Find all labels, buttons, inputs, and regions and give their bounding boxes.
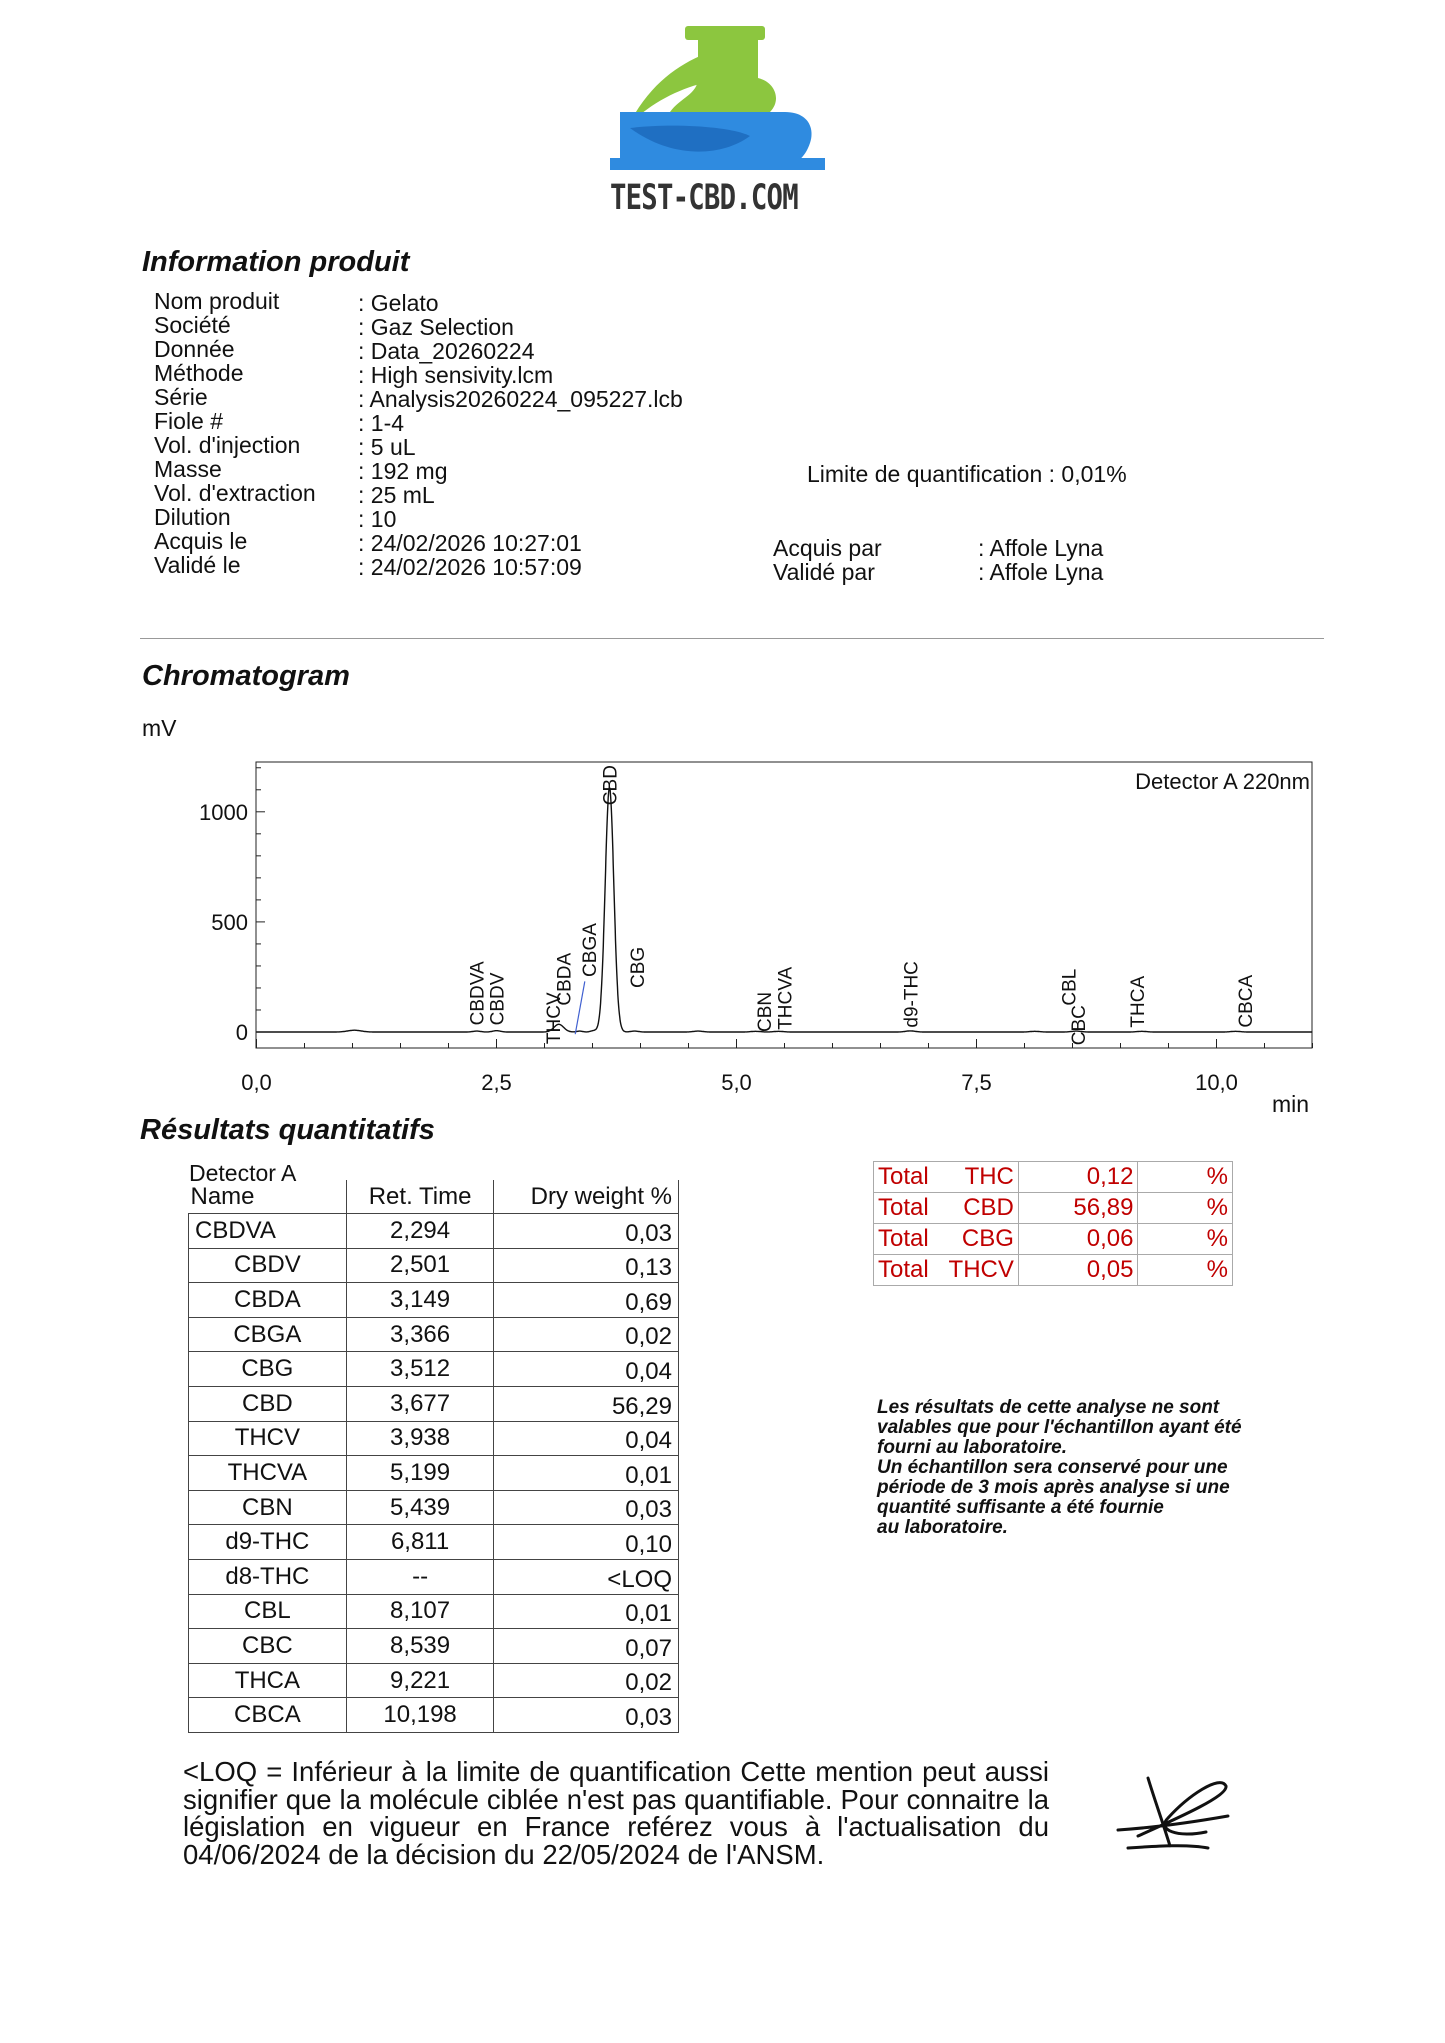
compound-name: CBL	[189, 1594, 347, 1629]
total-row	[874, 1255, 1233, 1286]
lab-boot-logo-icon	[610, 8, 825, 178]
y-unit-label: mV	[142, 715, 177, 741]
signature	[1108, 1768, 1258, 1863]
compound-name: d8-THC	[189, 1559, 347, 1594]
peak-label: CBDVA	[467, 961, 489, 1026]
table-row	[189, 1352, 679, 1387]
info-value: : High sensivity.lcm	[358, 362, 554, 388]
total-compound: THC	[938, 1162, 1018, 1193]
compound-name: THCVA	[189, 1456, 347, 1491]
info-value: : Analysis20260224_095227.lcb	[358, 386, 683, 412]
peak-label: CBG	[627, 946, 649, 988]
peak-label: CBN	[755, 991, 777, 1032]
total-label: Total	[874, 1224, 939, 1255]
info-label: Méthode	[154, 360, 244, 386]
dry-weight: 0,07	[494, 1629, 679, 1664]
validated-by-label: Validé par	[773, 559, 875, 585]
info-value: : 25 mL	[358, 482, 435, 508]
retention-time: 3,366	[346, 1317, 494, 1352]
total-label: Total	[874, 1255, 939, 1286]
retention-time: 5,439	[346, 1490, 494, 1525]
disclaimer-line: Un échantillon sera conservé pour une	[877, 1457, 1228, 1478]
compound-name: THCA	[189, 1663, 347, 1698]
table-row	[189, 1317, 679, 1352]
compound-name: d9-THC	[189, 1525, 347, 1560]
dry-weight: 56,29	[494, 1386, 679, 1421]
total-value: 0,12	[1018, 1162, 1138, 1193]
info-value: : 10	[358, 506, 397, 532]
compound-name: CBDVA	[189, 1214, 347, 1249]
results-column-header: Ret. Time	[346, 1180, 494, 1214]
total-label: Total	[874, 1193, 939, 1224]
table-row	[189, 1283, 679, 1318]
brand-name: TEST-CBD.COM	[610, 178, 798, 218]
loq-limit: Limite de quantification : 0,01%	[807, 461, 1127, 487]
integration-marker	[575, 981, 585, 1034]
info-value: : 192 mg	[358, 458, 448, 484]
x-tick-label: 7,5	[961, 1070, 992, 1095]
compound-name: CBGA	[189, 1317, 347, 1352]
dry-weight: 0,69	[494, 1283, 679, 1318]
info-label: Acquis le	[154, 528, 248, 554]
x-unit-label: min	[1272, 1091, 1310, 1117]
info-labels	[154, 289, 316, 577]
info-value: : 1-4	[358, 410, 405, 436]
total-compound: CBD	[938, 1193, 1018, 1224]
info-label: Validé le	[154, 552, 241, 578]
info-label: Société	[154, 312, 231, 338]
results-title: Résultats quantitatifs	[140, 1114, 435, 1146]
info-label: Fiole #	[154, 408, 224, 434]
table-row	[189, 1629, 679, 1664]
dry-weight: 0,13	[494, 1248, 679, 1283]
info-label: Nom produit	[154, 288, 280, 314]
dry-weight: 0,02	[494, 1663, 679, 1698]
total-unit: %	[1138, 1255, 1233, 1286]
peak-label: CBDA	[554, 952, 576, 1006]
total-compound: CBG	[938, 1224, 1018, 1255]
info-value: : 5 uL	[358, 434, 416, 460]
disclaimer-line: valables que pour l'échantillon ayant été	[877, 1417, 1242, 1438]
dry-weight: 0,04	[494, 1352, 679, 1387]
table-row	[189, 1456, 679, 1491]
info-values	[358, 291, 683, 579]
peak-label: CBD	[600, 765, 622, 806]
compound-name: CBDV	[189, 1248, 347, 1283]
retention-time: 3,938	[346, 1421, 494, 1456]
total-unit: %	[1138, 1162, 1233, 1193]
peak-label: CBGA	[580, 923, 602, 977]
detector-label: Detector A 220nm	[1135, 769, 1310, 794]
peak-label: CBDV	[487, 972, 509, 1026]
total-value: 0,05	[1018, 1255, 1138, 1286]
dry-weight: 0,04	[494, 1421, 679, 1456]
y-tick-label: 0	[235, 1020, 248, 1045]
retention-time: 6,811	[346, 1525, 494, 1560]
retention-time: 9,221	[346, 1663, 494, 1698]
y-tick-label: 500	[211, 909, 248, 935]
disclaimer-line: au laboratoire.	[877, 1517, 1008, 1538]
disclaimer-note	[877, 1398, 1242, 1538]
total-row	[874, 1224, 1233, 1255]
disclaimer-line: fourni au laboratoire.	[877, 1437, 1068, 1458]
dry-weight: 0,02	[494, 1317, 679, 1352]
table-row	[189, 1386, 679, 1421]
total-compound: THCV	[938, 1255, 1018, 1286]
results-detector: Detector A	[189, 1160, 297, 1186]
info-value: : Data_20260224	[358, 338, 535, 364]
total-value: 56,89	[1018, 1193, 1138, 1224]
dry-weight: 0,03	[494, 1214, 679, 1249]
table-row	[189, 1248, 679, 1283]
compound-name: CBC	[189, 1629, 347, 1664]
dry-weight: <LOQ	[494, 1559, 679, 1594]
total-unit: %	[1138, 1224, 1233, 1255]
retention-time: 2,501	[346, 1248, 494, 1283]
dry-weight: 0,01	[494, 1594, 679, 1629]
retention-time: 3,512	[346, 1352, 494, 1387]
info-section-title: Information produit	[142, 246, 410, 278]
table-row	[189, 1421, 679, 1456]
info-label: Masse	[154, 456, 222, 482]
results-table	[188, 1180, 679, 1733]
table-row	[189, 1594, 679, 1629]
x-tick-label: 10,0	[1195, 1070, 1238, 1095]
section-divider	[140, 638, 1324, 639]
disclaimer-line: période de 3 mois après analyse si une	[877, 1477, 1230, 1498]
chromatogram-title: Chromatogram	[142, 660, 350, 692]
chromatogram-chart	[140, 760, 1320, 1100]
loq-footer-note: <LOQ = Inférieur à la limite de quantification Cette mention peut aussi signifier que la molécule ciblée n'est pas quantifiable. Pour connaitre la législation en vigueur en France reférez vous à l'actualisation du 04/06/2024 de la décision du 22/05/2024 de l'ANSM.	[183, 1756, 1049, 1870]
disclaimer-line: quantité suffisante a été fournie	[877, 1497, 1164, 1518]
y-tick-label: 1000	[199, 799, 248, 825]
info-value: : 24/02/2026 10:57:09	[358, 554, 582, 580]
dry-weight: 0,03	[494, 1490, 679, 1525]
table-row	[189, 1214, 679, 1249]
x-tick-label: 2,5	[481, 1070, 512, 1095]
table-row	[189, 1525, 679, 1560]
info-value: : Gaz Selection	[358, 314, 514, 340]
info-label: Donnée	[154, 336, 235, 362]
dry-weight: 0,10	[494, 1525, 679, 1560]
acquired-by-label: Acquis par	[773, 535, 882, 561]
validated-by-value: : Affole Lyna	[978, 559, 1104, 585]
retention-time: 8,539	[346, 1629, 494, 1664]
table-row	[189, 1663, 679, 1698]
results-column-header: Dry weight %	[494, 1180, 679, 1214]
total-value: 0,06	[1018, 1224, 1138, 1255]
acquired-by-value: : Affole Lyna	[978, 535, 1104, 561]
x-tick-label: 0,0	[241, 1070, 272, 1095]
table-row	[189, 1490, 679, 1525]
peak-label: d9-THC	[901, 961, 923, 1028]
table-row	[189, 1698, 679, 1733]
retention-time: 3,677	[346, 1386, 494, 1421]
compound-name: CBD	[189, 1386, 347, 1421]
retention-time: 5,199	[346, 1456, 494, 1491]
disclaimer-line: Les résultats de cette analyse ne sont	[877, 1397, 1220, 1418]
info-label: Vol. d'injection	[154, 432, 301, 458]
total-unit: %	[1138, 1193, 1233, 1224]
totals-table	[873, 1161, 1233, 1286]
info-label: Dilution	[154, 504, 231, 530]
peak-label: THCA	[1127, 975, 1149, 1028]
retention-time: 2,294	[346, 1214, 494, 1249]
info-value: : Gelato	[358, 290, 439, 316]
peak-label: THCVA	[775, 966, 797, 1030]
x-tick-label: 5,0	[721, 1070, 752, 1095]
info-label: Vol. d'extraction	[154, 480, 316, 506]
retention-time: 8,107	[346, 1594, 494, 1629]
compound-name: CBN	[189, 1490, 347, 1525]
retention-time: 3,149	[346, 1283, 494, 1318]
info-label: Série	[154, 384, 208, 410]
table-row	[189, 1559, 679, 1594]
total-row	[874, 1193, 1233, 1224]
dry-weight: 0,01	[494, 1456, 679, 1491]
dry-weight: 0,03	[494, 1698, 679, 1733]
total-row	[874, 1162, 1233, 1193]
peak-label: THCV	[544, 992, 566, 1045]
compound-name: CBG	[189, 1352, 347, 1387]
results-column-header: Name	[189, 1180, 347, 1214]
peak-label: CBCA	[1236, 974, 1258, 1028]
retention-time: --	[346, 1559, 494, 1594]
total-label: Total	[874, 1162, 939, 1193]
retention-time: 10,198	[346, 1698, 494, 1733]
compound-name: THCV	[189, 1421, 347, 1456]
compound-name: CBCA	[189, 1698, 347, 1733]
info-value: : 24/02/2026 10:27:01	[358, 530, 582, 556]
peak-label: CBL	[1059, 968, 1081, 1006]
peak-label: CBC	[1069, 1005, 1091, 1046]
compound-name: CBDA	[189, 1283, 347, 1318]
